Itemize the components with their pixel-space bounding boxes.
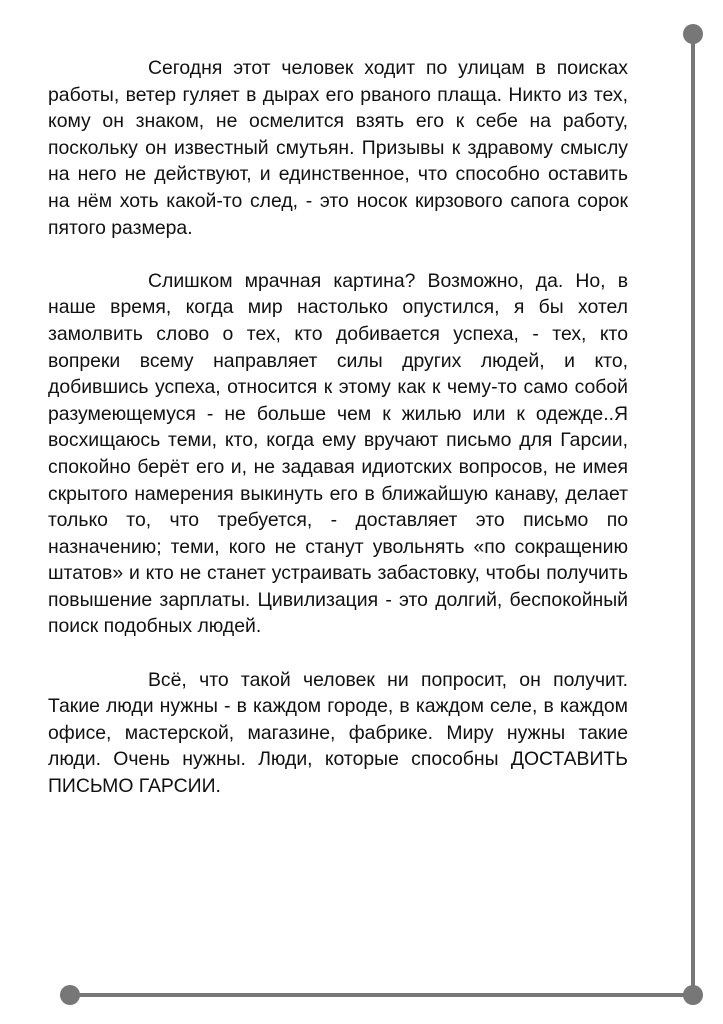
paragraph-1: Сегодня этот человек ходит по улицам в поисках работы, ветер гуляет в дырах его рваного плаща. Никто из тех, кому он знаком, не осмелится взять его к себе на работу, поскольку он известный смутьян. Призывы к здравому смыслу на него не действуют, и единственное, что способно оставить на нём хоть какой-то след, - это носок кирзового сапога сорок пятого размера. bbox=[48, 57, 628, 239]
frame-right-line bbox=[691, 33, 695, 995]
paragraph-3: Всё, что такой человек ни попросит, он получит. Такие люди нужны - в каждом городе, в каждом селе, в каждом офисе, мастерской, магазине, фабрике. Миру нужны такие люди. Очень нужны. Люди, которые способны ДОСТАВИТЬ ПИСЬМО ГАРСИИ. bbox=[48, 668, 628, 798]
frame-bottom-line bbox=[70, 993, 693, 997]
frame-dot-bottom-right bbox=[683, 985, 703, 1005]
frame-dot-bottom-left bbox=[60, 985, 80, 1005]
frame-dot-top-right bbox=[683, 24, 703, 44]
paragraph-2: Слишком мрачная картина? Возможно, да. Но, в наше время, когда мир настолько опустился, я бы хотел замолвить слово о тех, кто добивается успеха, - тех, кто вопреки всему направляет силы других людей, и кто, добившись успеха, относится к этому как к чему-то само собой разумеющемуся - не больше чем к жилью или к одежде..Я восхищаюсь теми, кто, когда ему вручают письмо для Гарсии, спокойно берёт его и, не задавая идиотских вопросов, не имея скрытого намерения выкинуть его в ближайшую канаву, делает только то, что требуется, - доставляет это письмо по назначению; теми, кого не станут увольнять «по сокращению штатов» и кто не станет устраивать забастовку, чтобы получить повышение зарплаты. Цивилизация - это долгий, беспокойный поиск подобных людей. bbox=[48, 269, 628, 638]
document-body bbox=[48, 55, 628, 826]
